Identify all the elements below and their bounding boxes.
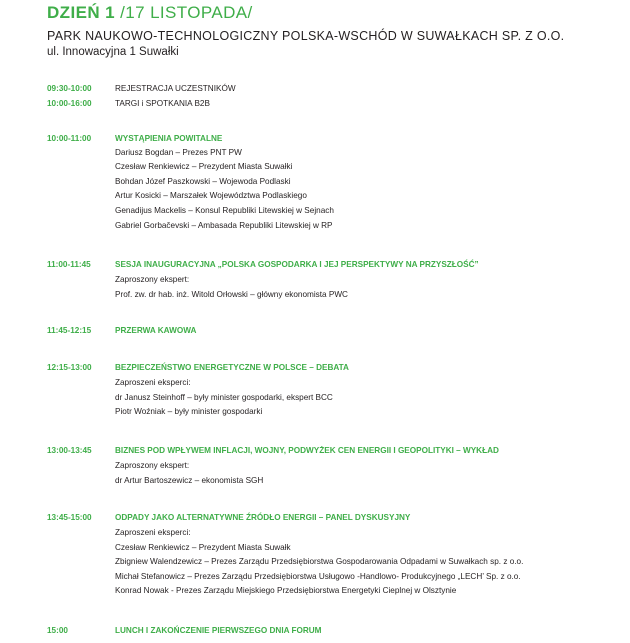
session-title: BEZPIECZEŃSTWO ENERGETYCZNE W POLSCE – DEBATA	[115, 363, 349, 372]
session-detail: Artur Kosicki – Marszałek Województwa Podlaskiego	[115, 191, 307, 200]
session-title: ODPADY JAKO ALTERNATYWNE ŹRÓDŁO ENERGII – PANEL DYSKUSYJNY	[115, 513, 411, 522]
day-date: /17 LISTOPADA/	[120, 3, 253, 22]
session-title: LUNCH I ZAKOŃCZENIE PIERWSZEGO DNIA FORUM	[115, 626, 322, 635]
session-detail: Bohdan Józef Paszkowski – Wojewoda Podlaski	[115, 177, 291, 186]
session-detail: dr Janusz Steinhoff – były minister gospodarki, ekspert BCC	[115, 393, 333, 402]
session-title: REJESTRACJA UCZESTNIKÓW	[115, 84, 236, 93]
venue-address: ul. Innowacyjna 1 Suwałki	[47, 46, 179, 58]
session-detail: dr Artur Bartoszewicz – ekonomista SGH	[115, 476, 264, 485]
session-time: 11:45-12:15	[47, 326, 92, 335]
session-time: 10:00-11:00	[47, 134, 92, 143]
session-title: PRZERWA KAWOWA	[115, 326, 197, 335]
session-detail: Zaproszeni eksperci:	[115, 378, 191, 387]
venue-name: PARK NAUKOWO-TECHNOLOGICZNY POLSKA-WSCHÓD W SUWAŁKACH SP. Z O.O.	[47, 29, 565, 43]
session-detail: Czesław Renkiewicz – Prezydent Miasta Suwałki	[115, 162, 293, 171]
session-time: 12:15-13:00	[47, 363, 92, 372]
session-time: 09:30-10:00	[47, 84, 92, 93]
session-detail: Piotr Woźniak – były minister gospodarki	[115, 407, 263, 416]
session-detail: Czesław Renkiewicz – Prezydent Miasta Suwałk	[115, 543, 291, 552]
session-time: 11:00-11:45	[47, 260, 91, 269]
session-detail: Zaproszony ekspert:	[115, 275, 190, 284]
session-time: 13:45-15:00	[47, 513, 92, 522]
session-detail: Gabriel Gorbačevski – Ambasada Republiki Litewskiej w RP	[115, 221, 333, 230]
session-title: SESJA INAUGURACYJNA „POLSKA GOSPODARKA I JEJ PERSPEKTYWY NA PRZYSZŁOŚĆ”	[115, 260, 479, 269]
session-detail: Genadijus Mackelis – Konsul Republiki Litewskiej w Sejnach	[115, 206, 334, 215]
session-detail: Zaproszeni eksperci:	[115, 528, 191, 537]
session-detail: Michał Stefanowicz – Prezes Zarządu Przedsiębiorstwa Usługowo -Handlowo- Produkcyjnego „LECH’ Sp. z o.o.	[115, 572, 521, 581]
session-time: 10:00-16:00	[47, 99, 92, 108]
session-detail: Dariusz Bogdan – Prezes PNT PW	[115, 148, 242, 157]
day-label: DZIEŃ 1	[47, 3, 115, 22]
session-title: TARGI i SPOTKANIA B2B	[115, 99, 210, 108]
session-detail: Zaproszony ekspert:	[115, 461, 190, 470]
session-title: BIZNES POD WPŁYWEM INFLACJI, WOJNY, PODWYŻEK CEN ENERGII I GEOPOLITYKI – WYKŁAD	[115, 446, 499, 455]
session-time: 13:00-13:45	[47, 446, 92, 455]
session-detail: Prof. zw. dr hab. inż. Witold Orłowski – główny ekonomista PWC	[115, 290, 348, 299]
session-detail: Konrad Nowak - Prezes Zarządu Miejskiego Przedsiębiorstwa Energetyki Cieplnej w Olsztynie	[115, 586, 457, 595]
header	[47, 3, 564, 60]
session-title: WYSTĄPIENIA POWITALNE	[115, 134, 223, 143]
session-time: 15:00	[47, 626, 68, 635]
session-detail: Zbigniew Walendzewicz – Prezes Zarządu Przedsiębiorstwa Gospodarowania Odpadami w Suwałkach sp. z o.o.	[115, 557, 524, 566]
day-heading	[47, 3, 564, 23]
